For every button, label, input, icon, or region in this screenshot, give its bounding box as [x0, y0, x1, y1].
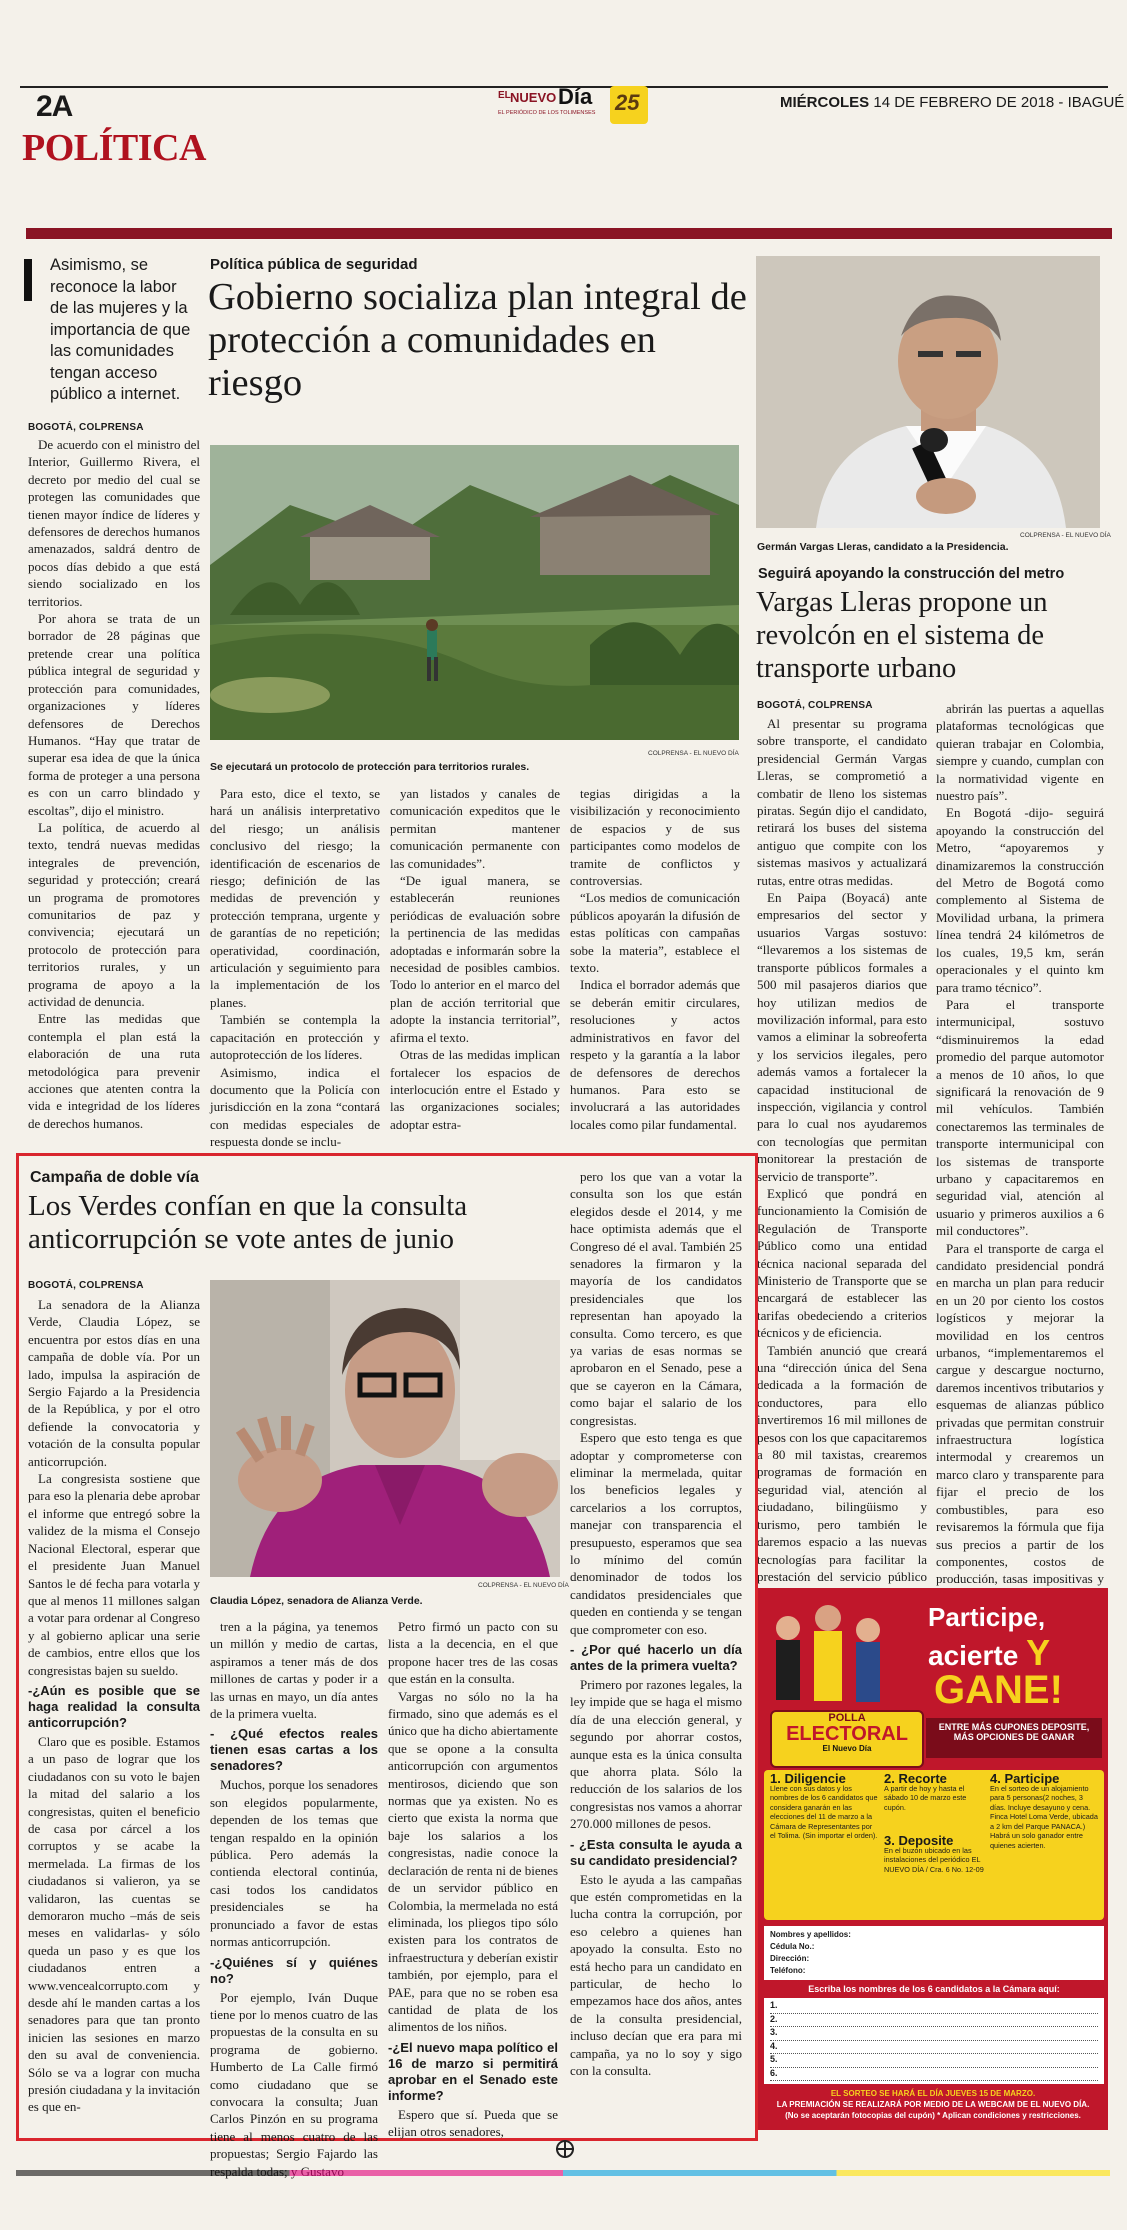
- article2-col1: Al presentar su programa sobre transporte, el candidato presidencial Germán Vargas Lleras, se comprometió a combatir de lleno los sistemas piratas. Según dijo el candidato, retirará los buses del sistema antiguo que compite con los sistemas masivos y actualizará rutas, entre otras medidas. En Paipa (Boyacá) ante empresarios del sector y usuarios Vargas sostuvo: “llevaremos a los sistemas de transporte públicos formales a 500 mil pasajeros diarios que hoy utilizan medios de movilización informal, para esto vamos a eliminar la sobreoferta y los servicios ilegales, pero además vamos a fortalecer la capacidad institucional de inspección, vigilancia y control para lo cual nos ayudaremos con tecnologías que permitan monitorear la prestación de servicio de transporte”. Explicó que pondrá en funcionamiento la Comisión de Regulación de Transporte Público como una entidad técnica nacional separada del Ministerio de Transporte que se encargará de establecer las tarifas obedeciendo a criterios técnicos y de eficiencia. También anunció que creará una “dirección única del Sena dedicada a la formación de conductores, para ello invertiremos 16 mil millones de pesos con los que capacitaremos a 80 mil taxistas, crearemos programas de formación en seguridad vial, atención al ciudadano, bilingüismo y turismo, pero también le daremos espacio a las nuevas tecnologías para facilitar la prestación del servicio público: [757, 716, 927, 1584]
- page-number: 2A: [36, 90, 73, 123]
- article1-photo: [210, 445, 739, 740]
- candidate-line[interactable]: 6.: [770, 2068, 1098, 2082]
- interview-question: -¿El nuevo mapa político el 16 de marzo si permitirá aprobar en el Senado este informe?: [388, 2039, 558, 2103]
- article1-dateline: BOGOTÁ, COLPRENSA: [28, 422, 144, 433]
- interview-question: - ¿Qué efectos reales tienen esas cartas a los senadores?: [210, 1726, 378, 1774]
- interview-question: -¿Aún es posible que se haga realidad la consulta anticorrupción?: [28, 1682, 200, 1730]
- article3-headline: Los Verdes confían en que la consulta anticorrupción se vote antes de junio: [28, 1190, 468, 1255]
- ad-footer: EL SORTEO SE HARÁ EL DÍA JUEVES 15 DE MARZO. LA PREMIACIÓN SE REALIZARÁ POR MEDIO DE LA WEBCAM DE EL NUEVO DÍA. (No se aceptarán fotocopias del cupón) * Aplican condiciones y restricciones.: [776, 2089, 1090, 2120]
- newspaper-logo: EL NUEVO Día EL PERIÓDICO DE LOS TOLIMENSES 25: [478, 86, 678, 126]
- section-title: POLÍTICA: [22, 127, 206, 169]
- ad-candidates-list: [764, 1998, 1104, 2084]
- article1-kicker: Política pública de seguridad: [210, 256, 418, 273]
- section-rule: [26, 228, 1112, 239]
- article3-photo-caption: Claudia López, senadora de Alianza Verde.: [210, 1595, 423, 1607]
- article3-col3: [388, 1618, 558, 2141]
- form-field-phone[interactable]: Teléfono:: [770, 1966, 806, 1975]
- paragraph: La congresista sostiene que para eso la plenaria debe aprobar el informe que entregó sobre la validez de la misma el Consejo Nacional Electoral, esperar que el presidente Juan Manuel Santos le dé fecha para votarla y que al menos 11 millones salgan a votar para ordenar al Congreso y al gobierno aplicar una serie de cambios, entre ellos que los congresistas bajen su sueldo.: [28, 1471, 200, 1678]
- article1-col4: tegias dirigidas a la visibilización y reconocimiento de espacios y de sus participantes como modelos de tramite de conflictos y controversias. “Los medios de comunicación públicos apoyarán la difusión de estas políticas con campañas sobe la materia”, establece el texto. Indica el borrador además que se deberán emitir circulares, resoluciones y actos administrativos en favor del respeto y la garantía a la labor de defensores de derechos humanos. Para esto se involucrará a las autoridades locales como pilar fundamental.: [570, 786, 740, 1132]
- interview-question: -¿Quiénes sí y quiénes no?: [210, 1954, 378, 1986]
- article3-dateline: BOGOTÁ, COLPRENSA: [28, 1280, 144, 1291]
- paragraph: Claro que es posible. Estamos a un paso de lograr que los ciudadanos con su voto le bajen la mitad del salario a los congresistas, quiten el beneficio de casa por cárcel a los corruptos y se acabe la mermelada. La firmas de los ciudadanos si valieron, ya se validaron, las cuentas se demoraron mucho –más de seis meses en validarlas- y sólo queda un paso y es que los ciudadanos entren a www.vencealcorrupto.com y desde ahí le manden cartas a los senadores para que tan pronto inicien las sesiones en marzo den su aval de conveniencia. Sólo se va a lograr con mucha presión ciudadana y la invitación es que en-: [28, 1733, 200, 2115]
- article2-photo-caption: Germán Vargas Lleras, candidato a la Presidencia.: [757, 541, 1009, 553]
- ad-step-1: 1. Diligencie Llene con sus datos y los nombres de los 6 candidatos que considera ganarán en las elecciones del 11 de marzo a la Cámara de Representantes por el Tolima. (Sin importar el orden).: [770, 1771, 878, 1840]
- article2-headline: Vargas Lleras propone un revolcón en el sistema de transporte urbano: [756, 587, 1048, 684]
- page-header: [20, 82, 1125, 126]
- ad-ribbon: ENTRE MÁS CUPONES DEPOSITE, MÁS OPCIONES DE GANAR: [926, 1718, 1102, 1758]
- article2-photo-credit: COLPRENSA - EL NUEVO DÍA: [1020, 532, 1111, 539]
- candidate-line[interactable]: 1.: [770, 2000, 1098, 2014]
- anniversary-badge: 25: [610, 86, 648, 124]
- polla-electoral-ad: [758, 1588, 1108, 2130]
- interview-question: - ¿Esta consulta le ayuda a su candidato presidencial?: [570, 1836, 742, 1868]
- article1-col1: De acuerdo con el ministro del Interior, Guillermo Rivera, el decreto por medio del cual se protegen las comunidades que tienen mayor índice de líderes y defensores de derechos humanos amenazados, saldrá dentro de pocos días debido a que está siendo socializado en los territorios. Por ahora se trata de un borrador de 28 páginas que pretende crear una política pública integral de seguridad y protección para comunidades, organizaciones y líderes defensores de Derechos Humanos. “Hay que tratar de superar esa idea de que la única forma de proteger a una persona es con un carro blindado y escoltas”, dijo el ministro. La política, de acuerdo al texto, tendrá nuevas medidas integrales de prevención, seguridad y protección; creará un programa de promotores comunitarios de paz y convivencia; ejecutará un protocolo de protección para territorios rurales, y un programa de apoyo a la actividad de denuncia. Entre las medidas que contempla el plan está la elaboración de una ruta metodológica para prevenir acciones que atenten contra la vida e integridad de los líderes de derechos humanos.: [28, 437, 200, 1131]
- paragraph: Muchos, porque los senadores son elegidos popularmente, dependen de los temas que tengan respaldo en la opinión pública. Pero además la contienda electoral continúa, casi todos los candidatos presidenciales se ha pronunciado a favor de estas normas anticorrupción.: [210, 1777, 378, 1950]
- pullquote-bar: [24, 259, 32, 301]
- article1-col3: yan listados y canales de comunicación expeditos que le permitan mantener comunicación permanente con las comunidades”. “De igual manera, se establecerán reuniones periódicas de evaluación sobre la pertinencia de las medidas adoptadas e informarán sobre la necesidad de posibles cambios. Todo lo anterior en el marco del plan de acción territorial que adopte la instancia territorial”, afirma el texto. Otras de las medidas implican fortalecer los espacios de interlocución entre el Estado y las organizaciones sociales; adoptar estra-: [390, 786, 560, 1132]
- ad-steps: [764, 1770, 1104, 1920]
- paragraph: Petro firmó un pacto con su lista a la decencia, en el que propone hacer tres de las cosas que están en la consulta.: [388, 1619, 558, 1687]
- registration-mark-icon: [556, 2140, 574, 2158]
- paragraph: pero los que van a votar la consulta son los que están elegidos desde el 2014, y me hace optimista además que el Congreso dé el aval. También 25 senadores la firmaron y la mayoría de los candidatos presidenciales que los representan han apoyado la consulta. Como tercero, es que ya varias de esas normas se aprobaron en el Senado, pese a que se cayeron en la Cámara, como bajar el salario de los congresistas.: [570, 1169, 742, 1428]
- ad-candidates-prompt: Escriba los nombres de los 6 candidatos a la Cámara aquí:: [808, 1984, 1060, 1994]
- paragraph: La senadora de la Alianza Verde, Claudia López, se encuentra por estos días en una campaña de doble vía. Por un lado, impulsa la aspiración de Sergio Fajardo a la Presidencia de la República, y por el otro defiende la convocatoria y votación de la consulta popular anticorrupción.: [28, 1297, 200, 1469]
- article3-kicker: Campaña de doble vía: [30, 1169, 199, 1186]
- ad-headline-3: GANE!: [934, 1668, 1063, 1712]
- candidate-line[interactable]: 5.: [770, 2054, 1098, 2068]
- ad-headline-2: acierte Y: [928, 1632, 1051, 1673]
- article2-dateline: BOGOTÁ, COLPRENSA: [757, 700, 873, 711]
- candidate-line[interactable]: 3.: [770, 2027, 1098, 2041]
- ad-step-4: 4. Participe En el sorteo de un alojamiento para 5 personas(2 noches, 3 días. Incluye desayuno y cena. Finca Hotel Loma Verde, ubicada a 2 km del Parque PANACA.) Habrá un solo ganador entre quienes acierten.: [990, 1771, 1098, 1850]
- candidate-line[interactable]: 2.: [770, 2014, 1098, 2028]
- ad-headline-1: Participe,: [928, 1602, 1046, 1632]
- article1-photo-credit: COLPRENSA - EL NUEVO DÍA: [648, 750, 739, 757]
- candidate-line[interactable]: 4.: [770, 2041, 1098, 2055]
- article3-col2: [210, 1618, 378, 2180]
- article3-col1: [28, 1296, 200, 2116]
- paragraph: Esto le ayuda a las campañas que estén comprometidas en la lucha contra la corrupción, por eso celebro a quienes han apoyado la consulta. Esto no está hecho para un candidato en particular, de hecho lo empezamos hace dos años, antes de la consulta presidencial, incluso decían que era para mi campaña, ya no lo soy y sigo con la consulta.: [570, 1871, 742, 2079]
- article2-photo: [756, 256, 1100, 528]
- ad-step-3: 3. Deposite En el buzón ubicado en las instalaciones del periódico EL NUEVO DÍA / Cra. 6 No. 12-09: [884, 1833, 984, 1874]
- article1-photo-caption: Se ejecutará un protocolo de protección para territorios rurales.: [210, 761, 530, 773]
- interview-question: - ¿Por qué hacerlo un día antes de la primera vuelta?: [570, 1641, 742, 1673]
- article1-col2: Para esto, dice el texto, se hará un análisis interpretativo del riesgo; un análisis conclusivo del riesgo; la identificación de escenarios de riesgo; definición de las medidas de prevención y protección temprana, urgente y de garantías de no repetición; operatividad, coordinación, articulación y seguimiento para la implementación de los planes. También se contempla la capacitación en protección y autoprotección de los líderes. Asimismo, indica el documento que la Policía con jurisdicción en la zona “contará con medidas especiales de respuesta donde se inclu-: [210, 786, 380, 1150]
- form-field-id[interactable]: Cédula No.:: [770, 1942, 815, 1951]
- article3-col4: [570, 1168, 742, 2080]
- paragraph: Espero que sí. Pueda que se elijan otros senadores,: [388, 2106, 558, 2140]
- color-bar: [16, 2170, 1110, 2176]
- article2-kicker: Seguirá apoyando la construcción del metro: [758, 566, 1065, 582]
- edition-date: MIÉRCOLES 14 DE FEBRERO DE 2018 - IBAGUÉ: [780, 94, 1125, 111]
- paragraph: Primero por razones legales, la ley impide que se haga el mismo día de una elección general, y segundo por ahorrar costos, aunque esta es la única consulta que ahorra plata. Sólo la reducción de los salarios de los congresistas nos vamos a ahorrar 270.000 millones de pesos.: [570, 1676, 742, 1832]
- paragraph: Vargas no sólo no la ha firmado, sino que además es el único que ha dicho abiertamente que se opone a la consulta anticorrupción con argumentos mentirosos, diciendo que son normas que ya existen. No es cierto que exista la norma que baje los salarios a los congresistas, nadie conoce la declaración de renta ni de bienes de un servidor público en Colombia, la mermelada no está eliminada, los pliegos tipo sólo existen para los contratos de infraestructura y deberían existir también, por ejemplo, para el PAE, para que no se roben esa cantidad de plata de los alimentos de los niños.: [388, 1688, 558, 2035]
- article3-photo-credit: COLPRENSA - EL NUEVO DÍA: [478, 1582, 569, 1589]
- polla-badge: POLLA ELECTORAL El Nuevo Día: [770, 1710, 924, 1768]
- form-field-address[interactable]: Dirección:: [770, 1954, 810, 1963]
- ad-coupon-form: [764, 1926, 1104, 1980]
- paragraph: Por ejemplo, Iván Duque tiene por lo menos cuatro de las propuestas de la consulta en su programa de gobierno. Humberto de La Calle firmó como ciudadano que se convocara la consulta; Juan Carlos Pinzón en su programa tiene al menos cuatro de las propuestas; Sergio Fajardo las: [210, 1989, 378, 2162]
- ad-step-2: 2. Recorte A partir de hoy y hasta el sábado 10 de marzo este cupón.: [884, 1771, 967, 1812]
- article1-headline: Gobierno socializa plan integral de protección a comunidades en riesgo: [208, 276, 747, 404]
- paragraph: tren a la página, ya tenemos un millón y medio de cartas, aspiramos a tener más de dos millones de cartas y poder ir a las urnas en mayo, un día antes de la primera vuelta.: [210, 1619, 378, 1722]
- form-field-name[interactable]: Nombres y apellidos:: [770, 1930, 851, 1939]
- article2-col2: abrirán las puertas a aquellas plataformas tecnológicas que quieran trabajar en Colombia, siempre y cuando, cumplan con la normatividad vigente en nuestro país”. En Bogotá -dijo- seguirá apoyando la construcción del Metro, “apoyaremos y dinamizaremos la construcción del Metro de Bogotá como complemento al Sistema de Movilidad urbana, la primera línea tendrá 24 kilómetros de los cuales, 19,5 km, serán operacionales y el quinto km para tramo técnico”. Para el transporte intermunicipal, sostuvo “disminuiremos la edad promedio del parque automotor a menos de 10 años, lo que significará la renovación de 9 mil vehículos. También conectaremos las terminales de transporte intermunicipal con los sistemas de transporte urbano y capacitaremos en seguridad vial, atención al usuario y primeros auxilios a 6 mil conductores”. Para el transporte de carga el candidato presidencial pondrá en marcha un plan para reducir en un 20 por ciento los costos logísticos y mejorar la movilidad en los centros urbanos, “implementaremos el cargue y descargue nocturno, daremos incentivos tributarios y esquemas de alianzas público privadas que permitan construir infraestructura logística intermodal y crearemos un marco claro y transparente para fijar el precio de los combustibles, para eso revisaremos la fórmula que fija sus precios a partir de los componentes, costos de producción, tasas impositivas y: [936, 701, 1104, 1587]
- pullquote: Asimismo, se reconoce la labor de las mujeres y la importancia de que las comunidades tengan acceso público a internet.: [24, 255, 198, 406]
- paragraph: Espero que esto tenga es que adoptar y comprometerse con eliminar la mermelada, quitar los beneficios legales y carcelarios a los corruptos, manejar con transparencia el presupuesto, esperamos que sea lo mínimo del común denominador de todos los candidatos presidenciales que queden en contienda y se tengan que comprometer con eso.: [570, 1430, 742, 1637]
- article3-photo: [210, 1280, 560, 1577]
